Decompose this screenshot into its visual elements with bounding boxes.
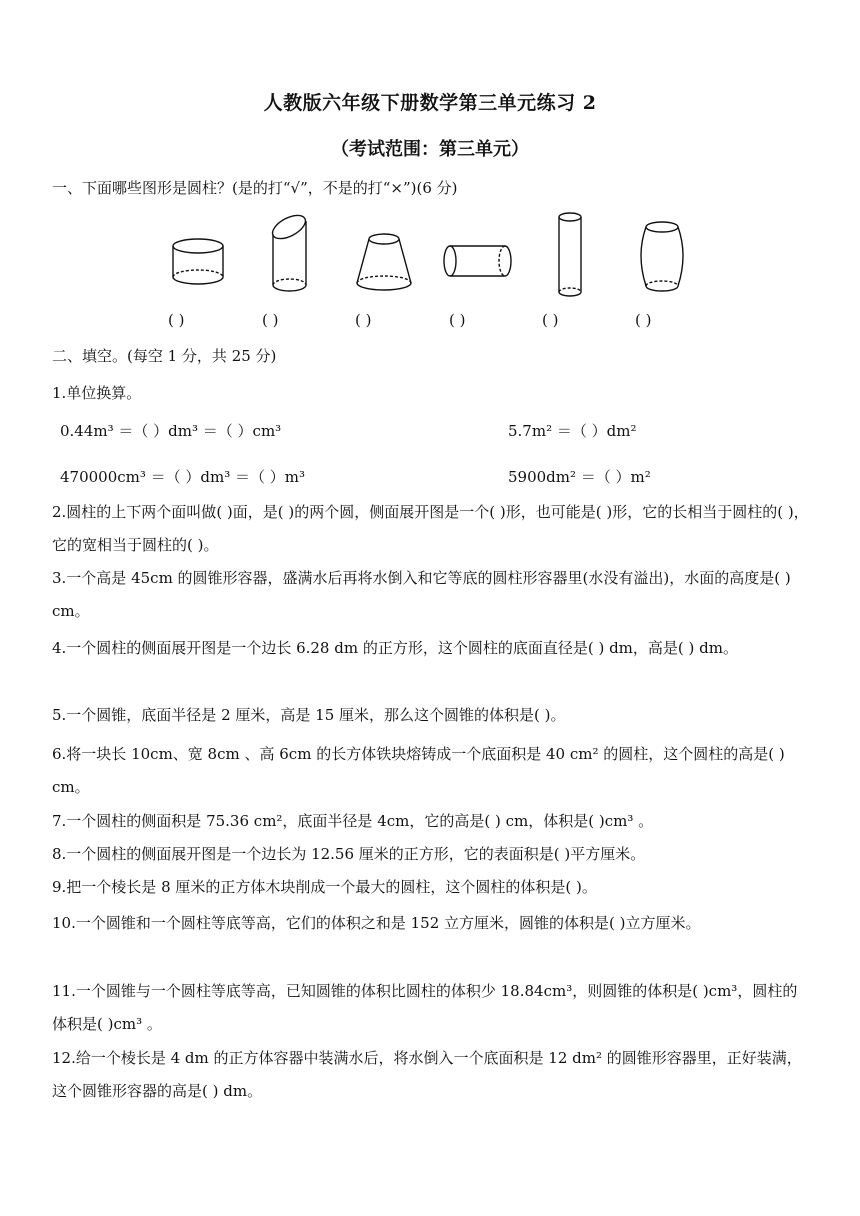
question-11: 11.一个圆锥与一个圆柱等底等高，已知圆锥的体积比圆柱的体积少 18.84cm³，则圆锥的体积是( )cm³，圆柱的体积是( )cm³ 。 bbox=[52, 982, 798, 1033]
answer-blank-5[interactable]: ( ) bbox=[542, 311, 559, 329]
answer-blank-4[interactable]: ( ) bbox=[449, 311, 466, 329]
shape-figures bbox=[0, 210, 860, 302]
barrel-icon bbox=[641, 222, 683, 291]
question-9: 9.把一个棱长是 8 厘米的正方体木块削成一个最大的圆柱，这个圆柱的体积是( )。 bbox=[52, 878, 597, 896]
frustum-icon bbox=[357, 234, 411, 290]
section1-heading: 一、下面哪些图形是圆柱？(是的打“√”，不是的打“×”)(6 分) bbox=[52, 179, 458, 197]
page-title: 人教版六年级下册数学第三单元练习 2 bbox=[263, 92, 597, 114]
conversion-c: 470000cm³ ＝（ ）dm³ ＝（ ）m³ bbox=[60, 468, 306, 486]
question-7: 7.一个圆柱的侧面积是 75.36 cm²，底面半径是 4cm，它的高是( ) cm，体积是( )cm³ 。 bbox=[52, 812, 654, 830]
question-1-label: 1.单位换算。 bbox=[52, 384, 142, 402]
tall-cylinder-icon bbox=[559, 213, 581, 296]
conversion-a: 0.44m³ ＝（ ）dm³ ＝（ ）cm³ bbox=[60, 422, 282, 440]
conversion-b: 5.7m² ＝（ ）dm² bbox=[508, 422, 637, 440]
question-6: 6.将一块长 10cm、宽 8cm 、高 6cm 的长方体铁块熔铸成一个底面积是 40 cm² 的圆柱，这个圆柱的高是( ) cm。 bbox=[52, 745, 785, 796]
question-4: 4.一个圆柱的侧面展开图是一个边长 6.28 dm 的正方形，这个圆柱的底面直径是( ) dm，高是( ) dm。 bbox=[52, 639, 738, 657]
conversion-d: 5900dm² ＝（ ）m² bbox=[508, 468, 651, 486]
answer-blank-1[interactable]: ( ) bbox=[168, 311, 185, 329]
page-subtitle: （考试范围：第三单元） bbox=[331, 139, 529, 160]
slanted-top-cylinder-icon bbox=[269, 211, 309, 291]
answer-blank-2[interactable]: ( ) bbox=[262, 311, 279, 329]
section2-heading: 二、填空。(每空 1 分，共 25 分) bbox=[52, 347, 277, 365]
question-5: 5.一个圆锥，底面半径是 2 厘米，高是 15 厘米，那么这个圆锥的体积是( )。 bbox=[52, 706, 566, 724]
answer-blank-6[interactable]: ( ) bbox=[635, 311, 652, 329]
question-2: 2.圆柱的上下两个面叫做( )面，是( )的两个圆，侧面展开图是一个( )形，也可能是( )形，它的长相当于圆柱的( )，它的宽相当于圆柱的( )。 bbox=[52, 503, 809, 554]
question-8: 8.一个圆柱的侧面展开图是一个边长为 12.56 厘米的正方形，它的表面积是( )平方厘米。 bbox=[52, 845, 646, 863]
horizontal-cylinder-icon bbox=[444, 246, 511, 276]
short-cylinder-icon bbox=[173, 239, 223, 284]
question-12: 12.给一个棱长是 4 dm 的正方体容器中装满水后，将水倒入一个底面积是 12 dm² 的圆锥形容器里，正好装满，这个圆锥形容器的高是( ) dm。 bbox=[52, 1049, 802, 1100]
answer-blank-3[interactable]: ( ) bbox=[355, 311, 372, 329]
question-3: 3.一个高是 45cm 的圆锥形容器，盛满水后再将水倒入和它等底的圆柱形容器里(水没有溢出)，水面的高度是( ) cm。 bbox=[52, 569, 791, 620]
question-10: 10.一个圆锥和一个圆柱等底等高，它们的体积之和是 152 立方厘米，圆锥的体积是( )立方厘米。 bbox=[52, 914, 701, 932]
